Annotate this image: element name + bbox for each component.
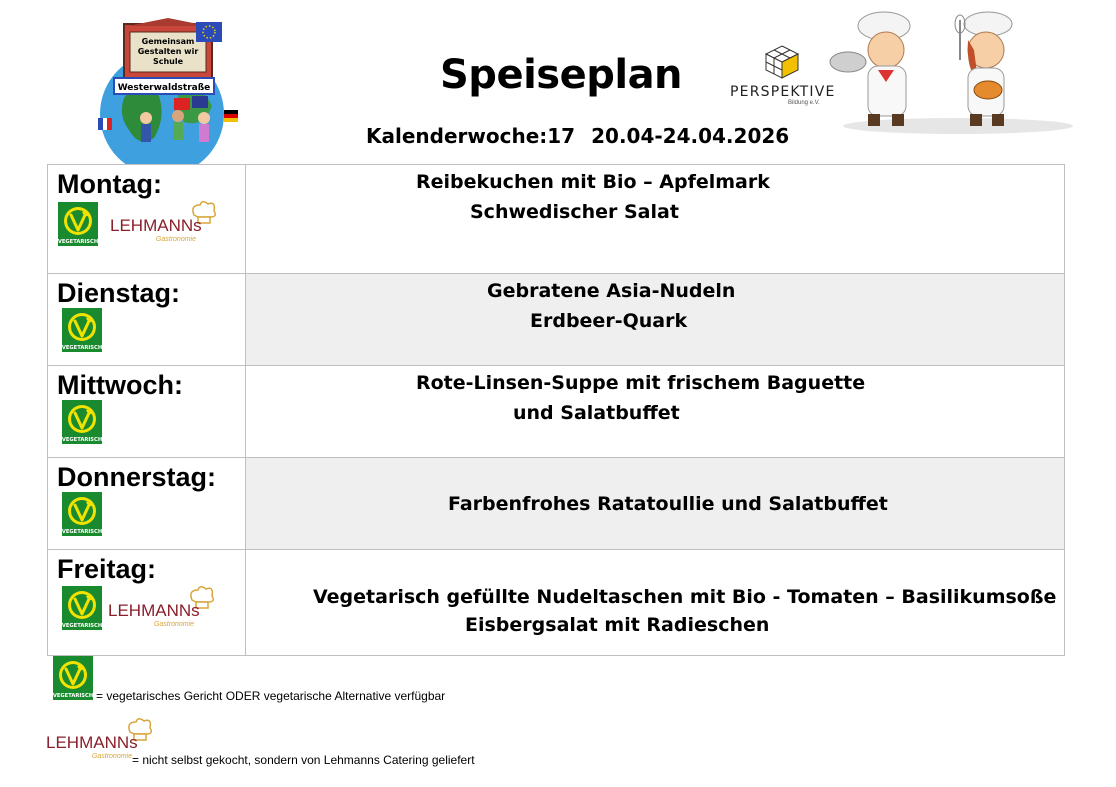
date-range: 20.04-24.04.2026 <box>591 124 790 148</box>
meal-cell <box>246 274 1064 365</box>
table-row-dienstag <box>48 274 1064 366</box>
meal-line: Schwedischer Salat <box>470 201 679 223</box>
table-row-montag <box>48 165 1064 274</box>
school-logo <box>84 18 246 166</box>
lehmanns-logo <box>108 584 218 637</box>
day-cell <box>48 550 246 655</box>
meal-cell <box>246 366 1064 457</box>
day-name-montag: Montag: <box>57 169 162 199</box>
cube-icon <box>762 44 802 80</box>
legend-vegetarian-text: = vegetarisches Gericht ODER vegetarische Alternative verfügbar <box>96 689 446 703</box>
week-label: Kalenderwoche:17 <box>366 124 576 148</box>
svg-text:Gastronomie: Gastronomie <box>155 236 196 243</box>
legend-lehmanns-text: = nicht selbst gekocht, sondern von Lehmanns Catering geliefert <box>132 753 475 767</box>
svg-text:VEGETARISCH: VEGETARISCH <box>62 345 102 351</box>
svg-text:LEHMANNs: LEHMANNs <box>110 216 202 235</box>
meal-cell <box>246 165 1064 273</box>
vegetarian-icon <box>58 202 98 246</box>
perspektive-name: PERSPEKTIVE <box>730 84 836 100</box>
day-cell <box>48 274 246 365</box>
perspektive-subtitle: Bildung e.V. <box>788 100 820 106</box>
table-row-freitag <box>48 550 1064 655</box>
meal-line: Eisbergsalat mit Radieschen <box>465 614 770 636</box>
svg-text:VEGETARISCH: VEGETARISCH <box>62 623 102 629</box>
legend-vegetarian-icon <box>53 656 93 700</box>
lehmanns-logo <box>110 199 220 252</box>
svg-text:VEGETARISCH: VEGETARISCH <box>62 437 102 443</box>
day-cell <box>48 366 246 457</box>
vegetarian-icon <box>62 308 102 352</box>
vegetarian-icon <box>62 492 102 536</box>
meal-line: Erdbeer-Quark <box>530 310 688 332</box>
svg-text:Gastronomie: Gastronomie <box>91 753 132 760</box>
chefs-illustration <box>828 10 1078 134</box>
school-logo-line3: Schule <box>152 57 184 66</box>
perspektive-logo <box>728 44 836 114</box>
svg-text:LEHMANNs: LEHMANNs <box>46 733 138 752</box>
vegetarian-icon <box>62 400 102 444</box>
meal-cell <box>246 550 1064 655</box>
menu-table <box>47 164 1065 656</box>
day-name-dienstag: Dienstag: <box>57 278 181 308</box>
table-row-mittwoch <box>48 366 1064 458</box>
svg-text:VEGETARISCH: VEGETARISCH <box>62 529 102 535</box>
meal-line: Rote-Linsen-Suppe mit frischem Baguette <box>416 372 866 394</box>
meal-line: und Salatbuffet <box>513 402 680 424</box>
day-cell <box>48 165 246 273</box>
svg-text:Gastronomie: Gastronomie <box>153 621 194 628</box>
svg-text:LEHMANNs: LEHMANNs <box>108 601 200 620</box>
day-name-mittwoch: Mittwoch: <box>57 370 183 400</box>
meal-cell <box>246 458 1064 549</box>
svg-text:VEGETARISCH: VEGETARISCH <box>53 693 93 699</box>
page-title: Speiseplan <box>440 52 683 98</box>
week-info <box>366 124 805 148</box>
school-logo-line1: Gemeinsam <box>141 37 195 46</box>
svg-text:VEGETARISCH: VEGETARISCH <box>58 239 98 245</box>
school-logo-banner: Westerwaldstraße <box>117 83 211 93</box>
day-cell <box>48 458 246 549</box>
meal-line: Gebratene Asia-Nudeln <box>487 280 736 302</box>
day-name-donnerstag: Donnerstag: <box>57 462 217 492</box>
vegetarian-icon <box>62 586 102 630</box>
table-row-donnerstag <box>48 458 1064 550</box>
meal-line: Vegetarisch gefüllte Nudeltaschen mit Bio - Tomaten – Basilikumsoße <box>313 586 1057 608</box>
school-logo-line2: Gestalten wir <box>137 47 199 56</box>
meal-line: Reibekuchen mit Bio – Apfelmark <box>416 171 770 193</box>
day-name-freitag: Freitag: <box>57 554 157 584</box>
meal-line: Farbenfrohes Ratatoullie und Salatbuffet <box>448 493 888 515</box>
